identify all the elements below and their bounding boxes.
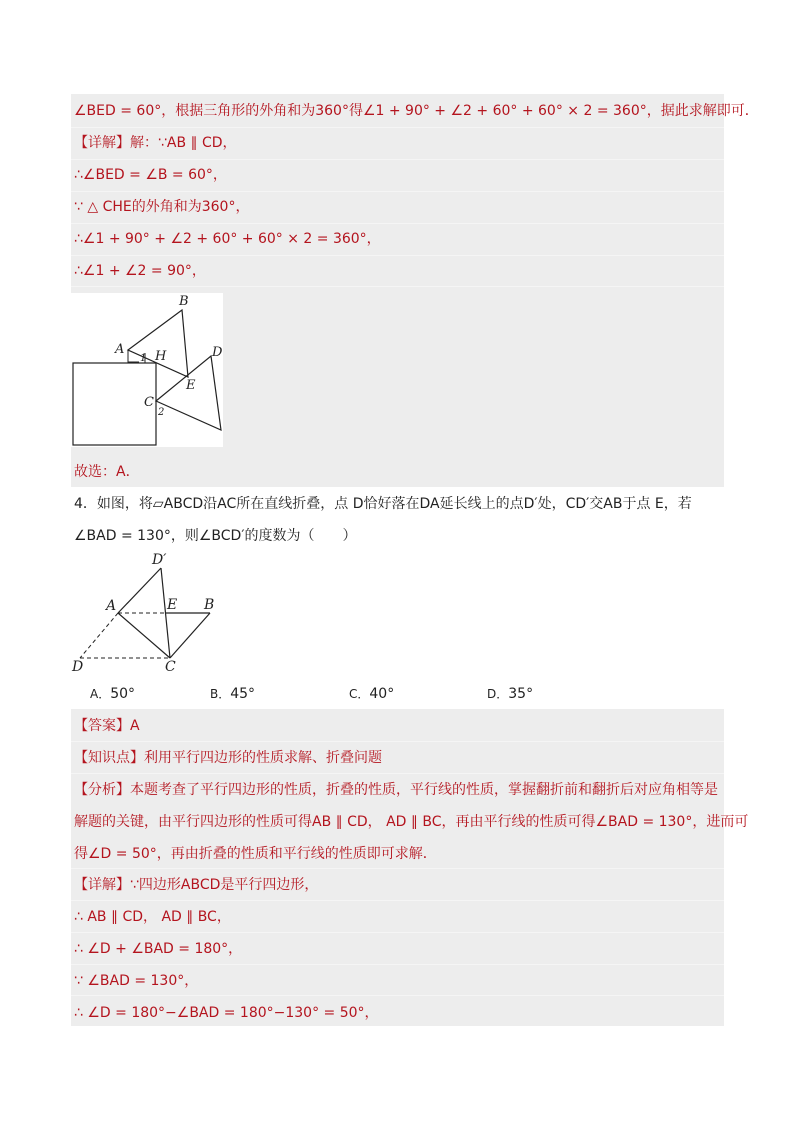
label-2: 2 [158, 407, 165, 418]
row-divider [71, 773, 724, 774]
analysis-line-1: 【分析】本题考查了平行四边形的性质，折叠的性质，平行线的性质，掌握翻折前和翻折后对应角相等是 [74, 782, 718, 798]
detail-line-4: ∵ ∠BAD = 130°， [74, 973, 199, 989]
detail-line-3: ∴ ∠D + ∠BAD = 180°， [74, 941, 243, 957]
option-d-letter: D． [487, 687, 509, 701]
row-divider [71, 741, 724, 742]
label-D-prime: D′ [152, 552, 167, 568]
label-A: A [106, 598, 117, 614]
solution-3-line-6: ∴∠1 + ∠2 = 90°， [74, 263, 206, 279]
option-a-letter: A． [90, 687, 111, 701]
detail-line-1: 【详解】∵四边形ABCD是平行四边形， [74, 877, 319, 893]
label-B: B [179, 294, 189, 309]
option-b-letter: B． [210, 687, 231, 701]
detail-line-5: ∴ ∠D = 180°−∠BAD = 180°−130° = 50°， [74, 1005, 379, 1021]
row-divider [71, 995, 724, 996]
analysis-line-2: 解题的关键，由平行四边形的性质可得AB ∥ CD， AD ∥ BC，再由平行线的性质可得∠BAD = 130°，进而可 [74, 814, 749, 830]
analysis-line-3: 得∠D = 50°，再由折叠的性质和平行线的性质即可求解． [74, 846, 437, 862]
label-B: B [204, 597, 215, 613]
solution-3-line-4: ∵ △ CHE的外角和为360°， [74, 199, 250, 215]
label-H: H [155, 349, 167, 364]
option-a [90, 684, 135, 704]
option-b [210, 684, 255, 704]
figure-parallelogram-fold [70, 550, 230, 675]
option-a-value: 50° [110, 686, 136, 702]
option-c-value: 40° [369, 686, 395, 702]
solution-3-line-1: ∠BED = 60°，根据三角形的外角和为360°得∠1 + 90° + ∠2 + 60° + 60° × 2 = 360°，据此求解即可． [74, 103, 759, 119]
row-divider [71, 255, 724, 256]
solution-3-line-2: 【详解】解：∵AB ∥ CD， [74, 135, 237, 151]
label-D: D [72, 659, 84, 675]
row-divider [71, 964, 724, 965]
row-divider [71, 191, 724, 192]
solution-3-line-5: ∴∠1 + 90° + ∠2 + 60° + 60° × 2 = 360°， [74, 231, 381, 247]
row-divider [71, 159, 724, 160]
question-4-stem-line-1: 4．如图，将▱ABCD沿AC所在直线折叠，点 D恰好落在DA延长线上的点D′处，CD′交AB于点 E，若 [74, 496, 692, 512]
row-divider [71, 900, 724, 901]
row-divider [71, 223, 724, 224]
option-d [487, 684, 533, 704]
option-c [349, 684, 394, 704]
solution-3-line-3: ∴∠BED = ∠B = 60°， [74, 167, 227, 183]
label-E: E [186, 378, 196, 393]
option-c-letter: C． [349, 687, 370, 701]
label-A: A [115, 342, 125, 357]
label-C: C [144, 395, 154, 410]
row-divider [71, 127, 724, 128]
row-divider [71, 932, 724, 933]
answer-line: 【答案】A [74, 718, 140, 734]
detail-line-2: ∴ AB ∥ CD， AD ∥ BC， [74, 909, 231, 925]
option-d-value: 35° [508, 686, 534, 702]
row-divider [71, 868, 724, 869]
question-4-stem-line-2: ∠BAD = 130°，则∠BCD′的度数为（ ） [74, 528, 357, 544]
row-divider [71, 286, 724, 287]
label-1: 1 [140, 353, 147, 364]
label-C: C [165, 659, 176, 675]
label-E: E [167, 597, 178, 613]
solution-3-answer: 故选：A． [74, 464, 140, 480]
knowledge-line: 【知识点】利用平行四边形的性质求解、折叠问题 [74, 750, 382, 766]
label-D: D [212, 345, 223, 360]
figure-square-triangles [71, 293, 223, 447]
option-b-value: 45° [230, 686, 256, 702]
